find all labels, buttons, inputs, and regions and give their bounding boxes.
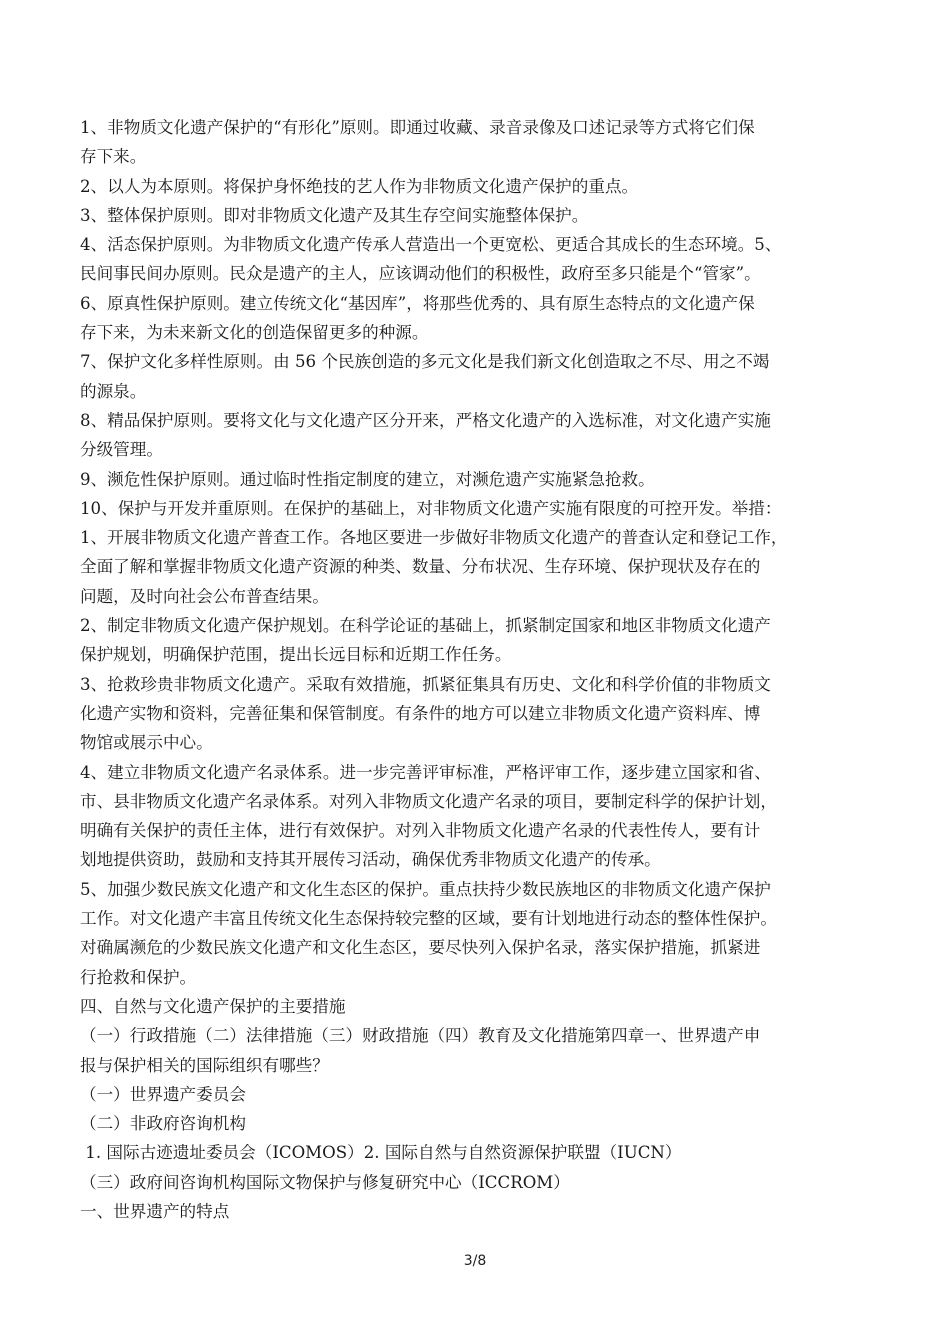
- text-line: 四、自然与文化遗产保护的主要措施: [80, 996, 346, 1016]
- text-line: 5、加强少数民族文化遗产和文化生态区的保护。重点扶持少数民族地区的非物质文化遗产保护: [80, 879, 771, 899]
- page-number: 3/8: [463, 1253, 487, 1269]
- text-line: 4、活态保护原则。为非物质文化遗产传承人营造出一个更宽松、更适合其成长的生态环境。5、: [80, 235, 782, 255]
- text-line: 6、原真性保护原则。建立传统文化“基因库”，将那些优秀的、具有原生态特点的文化遗产保: [80, 293, 755, 313]
- text-line: 8、精品保护原则。要将文化与文化遗产区分开来，严格文化遗产的入选标准，对文化遗产实施: [80, 410, 771, 430]
- text-line: 市、县非物质文化遗产名录体系。对列入非物质文化遗产名录的项目，要制定科学的保护计划，: [80, 791, 777, 811]
- text-line: （一）世界遗产委员会: [80, 1084, 246, 1104]
- text-line: 存下来。: [80, 147, 147, 167]
- text-line: 对确属濒危的少数民族文化遗产和文化生态区，要尽快列入保护名录，落实保护措施，抓紧进: [80, 938, 761, 958]
- text-line: 行抢救和保护。: [80, 967, 197, 987]
- text-line: 保护规划，明确保护范围，提出长远目标和近期工作任务。: [80, 645, 512, 665]
- text-line: 1. 国际古迹遗址委员会（ICOMOS）2. 国际自然与自然资源保护联盟（IUCN）: [80, 1143, 682, 1163]
- text-line: 2、以人为本原则。将保护身怀绝技的艺人作为非物质文化遗产保护的重点。: [80, 176, 639, 196]
- text-line: 4、建立非物质文化遗产名录体系。进一步完善评审标准，严格评审工作，逐步建立国家和省、: [80, 762, 771, 782]
- text-line: 3、整体保护原则。即对非物质文化遗产及其生存空间实施整体保护。: [80, 205, 589, 225]
- text-line: 7、保护文化多样性原则。由 56 个民族创造的多元文化是我们新文化创造取之不尽、用之不竭: [80, 352, 770, 372]
- text-line: 明确有关保护的责任主体，进行有效保护。对列入非物质文化遗产名录的代表性传人，要有计: [80, 821, 761, 841]
- text-line: 民间事民间办原则。民众是遗产的主人，应该调动他们的积极性，政府至多只能是个“管家”。: [80, 264, 761, 284]
- text-line: 1、开展非物质文化遗产普查工作。各地区要进一步做好非物质文化遗产的普查认定和登记工作，: [80, 528, 788, 548]
- text-line: 2、制定非物质文化遗产保护规划。在科学论证的基础上，抓紧制定国家和地区非物质文化遗产: [80, 616, 771, 636]
- text-line: （三）政府间咨询机构国际文物保护与修复研究中心（ICCROM）: [80, 1172, 570, 1192]
- text-line: 存下来，为未来新文化的创造保留更多的种源。: [80, 323, 429, 343]
- text-line: 物馆或展示中心。: [80, 733, 213, 753]
- text-line: 报与保护相关的国际组织有哪些？: [80, 1055, 329, 1075]
- text-line: 问题，及时向社会公布普查结果。: [80, 586, 329, 606]
- text-line: 3、抢救珍贵非物质文化遗产。采取有效措施，抓紧征集具有历史、文化和科学价值的非物质文: [80, 674, 771, 694]
- text-line: （二）非政府咨询机构: [80, 1114, 246, 1134]
- text-line: 一、世界遗产的特点: [80, 1201, 230, 1221]
- text-line: 10、保护与开发并重原则。在保护的基础上，对非物质文化遗产实施有限度的可控开发。举措：: [80, 498, 782, 518]
- text-line: 划地提供资助，鼓励和支持其开展传习活动，确保优秀非物质文化遗产的传承。: [80, 850, 661, 870]
- text-line: 化遗产实物和资料，完善征集和保管制度。有条件的地方可以建立非物质文化遗产资料库、博: [80, 703, 761, 723]
- text-line: 的源泉。: [80, 381, 147, 401]
- text-line: （一）行政措施（二）法律措施（三）财政措施（四）教育及文化措施第四章一、世界遗产申: [80, 1026, 761, 1046]
- text-line: 全面了解和掌握非物质文化遗产资源的种类、数量、分布状况、生存环境、保护现状及存在的: [80, 557, 761, 577]
- text-line: 工作。对文化遗产丰富且传统文化生态保持较完整的区域，要有计划地进行动态的整体性保护。: [80, 909, 777, 929]
- document-body: [80, 113, 910, 1226]
- text-line: 1、非物质文化遗产保护的“有形化”原则。即通过收藏、录音录像及口述记录等方式将它们保: [80, 118, 755, 137]
- text-line: 9、濒危性保护原则。通过临时性指定制度的建立，对濒危遗产实施紧急抢救。: [80, 469, 655, 489]
- text-line: 分级管理。: [80, 440, 163, 460]
